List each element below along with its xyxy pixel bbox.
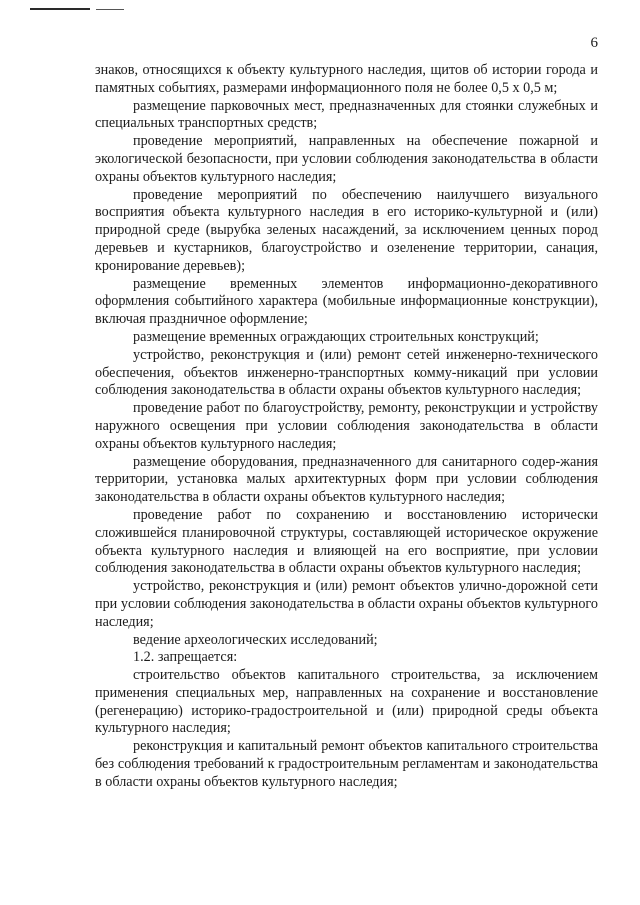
paragraph-construction-ban: строительство объектов капитального строительства, за исключением применения специальных мер, направленных на сохранение и восстановление (регенерацию) историко-градостроительной и (или) природной среды объекта культурного наследия; bbox=[95, 667, 598, 737]
paragraph-planning-structure: проведение работ по сохранению и восстановлению исторически сложившейся планировочной структуры, составляющей историческое окружение объекта культурного наследия и влияющей на его восприятие, при условии соблюдения законодательства в области охраны объектов культурного наследия; bbox=[95, 506, 598, 577]
page-number: 6 bbox=[590, 35, 598, 51]
paragraph-sanitary-equipment: размещение оборудования, предназначенного для санитарного содер-жания территории, установка малых архитектурных форм при условии соблюдения законодательства в области охраны объектов культурного наследия; bbox=[95, 453, 598, 506]
paragraph-road-network: устройство, реконструкция и (или) ремонт объектов улично-дорожной сети при условии соблюдения законодательства в области охраны объектов культурного наследия; bbox=[95, 578, 598, 630]
paragraph-parking: размещение парковочных мест, предназначенных для стоянки служебных и специальных транспортных средств; bbox=[95, 97, 598, 132]
paragraph-visual-perception: проведение мероприятий по обеспечению наилучшего визуального восприятия объекта культурного наследия в его историко-культурной и (или) природной среде (вырубка зеленых насаждений, за исключением ценных пород деревьев и кустарников, благоустройство и озеленение территории, санация, кронирование деревьев); bbox=[95, 186, 598, 274]
section-heading-prohibited: 1.2. запрещается: bbox=[133, 649, 238, 666]
paragraph-archaeology: ведение археологических исследований; bbox=[133, 631, 378, 648]
paragraph-engineering-networks: устройство, реконструкция и (или) ремонт сетей инженерно-технического обеспечения, объектов инженерно-транспортных комму-никаций при условии соблюдения законодательства в области охраны объектов культурного наследия; bbox=[95, 346, 598, 399]
header-rule-short bbox=[96, 9, 124, 10]
paragraph-reconstruction-ban: реконструкция и капитальный ремонт объектов капитального строительства без соблюдения требований к градостроительным регламентам и законодательства в области охраны объектов культурного наследия; bbox=[95, 738, 598, 790]
paragraph-fire-safety: проведение мероприятий, направленных на обеспечение пожарной и экологической безопасности, при условии соблюдения законодательства в области охраны объектов культурного наследия; bbox=[95, 133, 598, 185]
paragraph-continuation: знаков, относящихся к объекту культурного наследия, щитов об истории города и памятных событиях, размерами информационного поля не более 0,5 х 0,5 м; bbox=[95, 62, 598, 96]
paragraph-decorative-elements: размещение временных элементов информационно-декоративного оформления событийного характера (мобильные информационные конструкции), включая праздничное оформление; bbox=[95, 275, 598, 328]
paragraph-temporary-fencing: размещение временных ограждающих строительных конструкций; bbox=[133, 328, 539, 345]
document-body bbox=[95, 62, 598, 792]
header-rule bbox=[30, 8, 90, 10]
paragraph-landscaping: проведение работ по благоустройству, ремонту, реконструкции и устройству наружного освещения при условии соблюдения законодательства в области охраны объектов культурного наследия; bbox=[95, 400, 598, 452]
